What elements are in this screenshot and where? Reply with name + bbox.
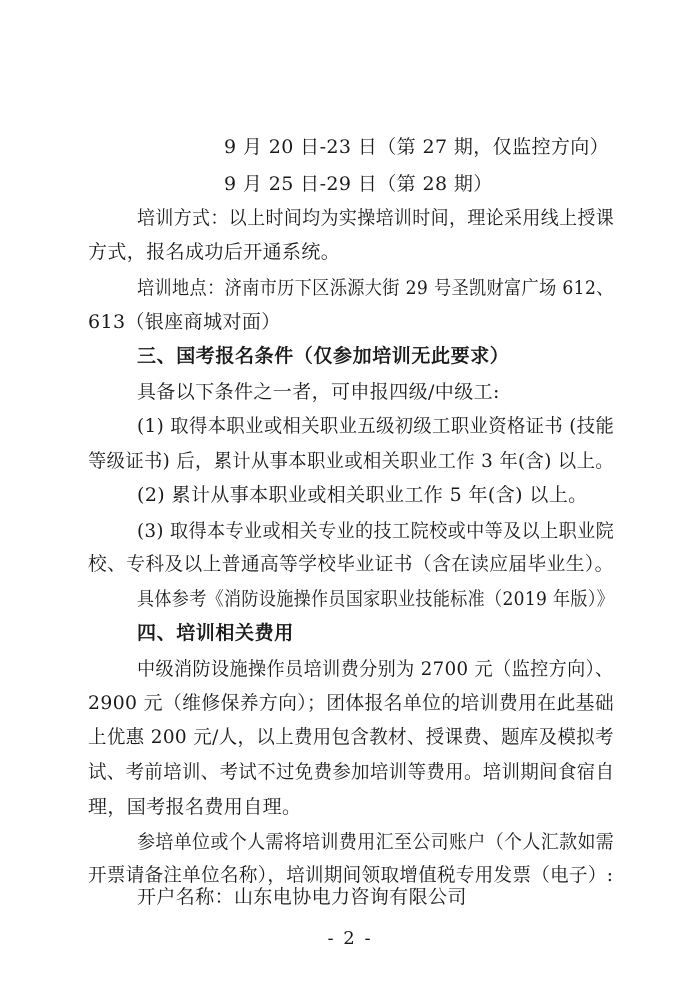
training-location-line2: 613（银座商城对面） [88,311,281,333]
section3-heading: 三、国考报名条件（仅参加培训无此要求） [137,345,510,367]
training-method-line1: 培训方式：以上时间均为实操培训时间，理论采用线上授课 [137,207,615,229]
standard-reference: 具体参考《消防设施操作员国家职业技能标准（2019 年版）》 [137,588,615,610]
fee-line5: 理，国考报名费用自理。 [88,796,302,818]
section3-intro: 具备以下条件之一者，可申报四级/中级工: [137,381,500,403]
payment-line2: 开票请备注单位名称），培训期间领取增值税专用发票（电子）: [88,864,614,886]
payment-line1: 参培单位或个人需将培训费用汇至公司账户（个人汇款如需 [137,831,615,853]
section4-heading: 四、培训相关费用 [137,622,294,644]
schedule-session-27: 9 月 20 日-23 日（第 27 期，仅监控方向） [224,136,610,158]
condition-1-line2: 等级证书) 后，累计从事本职业或相关职业工作 3 年(含) 以上。 [88,450,614,472]
condition-2: (2) 累计从事本职业或相关职业工作 5 年(含) 以上。 [137,484,588,506]
training-method-line2: 方式，报名成功后开通系统。 [88,241,341,263]
condition-3-line2: 校、专科及以上普通高等学校毕业证书（含在读应届毕业生）。 [88,553,614,575]
fee-line3: 上优惠 200 元/人，以上费用包含教材、授课费、题库及模拟考 [88,726,614,748]
fee-line4: 试、考前培训、考试不过免费参加培训等费用。培训期间食宿自 [88,761,615,783]
condition-3-line1: (3) 取得本专业或相关专业的技工院校或中等及以上职业院 [137,520,615,542]
schedule-session-28: 9 月 25 日-29 日（第 28 期） [224,173,493,195]
condition-1-line1: (1) 取得本职业或相关职业五级初级工职业资格证书 (技能 [137,415,615,437]
training-location-line1: 培训地点：济南市历下区泺源大街 29 号圣凯财富广场 612、 [137,277,614,299]
account-name: 开户名称：山东电协电力咨询有限公司 [137,886,467,908]
fee-line1: 中级消防设施操作员培训费分别为 2700 元（监控方向）、 [137,658,614,680]
fee-line2: 2900 元（维修保养方向）；团体报名单位的培训费用在此基础 [88,692,615,714]
page-number: - 2 - [327,928,373,949]
